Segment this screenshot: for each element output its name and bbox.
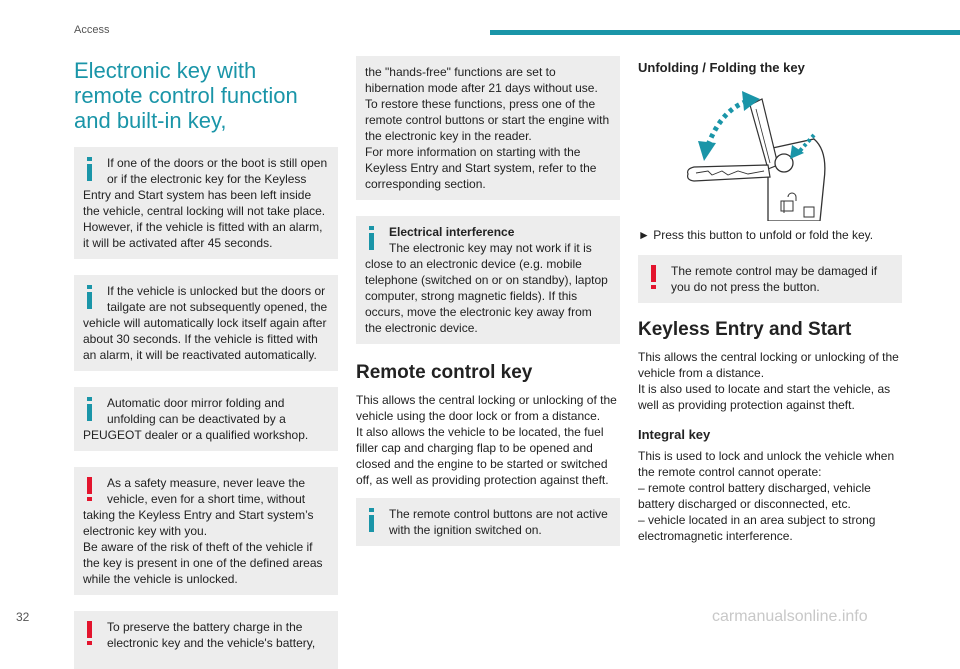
note-line: The remote control may be damaged if	[671, 264, 878, 278]
note-line: you do not press the button.	[671, 280, 820, 294]
note-line: while the vehicle is unlocked.	[83, 572, 238, 586]
folding-key-icon	[638, 81, 902, 221]
info-note-buttons-inactive	[356, 498, 620, 546]
info-marker-icon	[85, 285, 97, 311]
warning-marker-icon	[85, 621, 97, 647]
note-line: the vehicle, central locking will not take place.	[83, 204, 326, 218]
remote-control-heading: Remote control key	[356, 362, 533, 383]
para-line: vehicle from a distance.	[638, 366, 765, 380]
column-2	[356, 56, 620, 562]
keyless-entry-heading: Keyless Entry and Start	[638, 319, 852, 340]
note-title: Electrical interference	[389, 225, 515, 239]
para-line: This is used to lock and unlock the vehicle when	[638, 449, 895, 463]
note-line: close to an electronic device (e.g. mobile	[365, 257, 582, 271]
note-line: vehicle, even for a short time, without	[107, 492, 306, 506]
info-marker-icon	[367, 508, 379, 534]
para-line: – remote control battery discharged, vehicle	[638, 481, 871, 495]
note-line: Entry and Start system has been left inside	[83, 188, 312, 202]
info-marker-icon	[85, 397, 97, 423]
para-line: electromagnetic interference.	[638, 529, 793, 543]
section-title	[74, 58, 338, 133]
note-line: If one of the doors or the boot is still open	[107, 156, 328, 170]
note-line: hibernation mode after 21 days without use.	[365, 81, 598, 95]
page-number: 32	[16, 610, 30, 624]
note-line: Automatic door mirror folding and	[107, 396, 285, 410]
info-note-electrical-interference	[356, 216, 620, 344]
note-line: taking the Keyless Entry and Start system’s	[83, 508, 314, 522]
note-line: tailgate are not subsequently opened, the	[107, 300, 328, 314]
info-marker-icon	[367, 226, 379, 252]
note-line: The electronic key may not work if it is	[389, 241, 592, 255]
note-line: Be aware of the risk of theft of the vehicle if	[83, 540, 313, 554]
column-3	[638, 56, 902, 554]
note-line: corresponding section.	[365, 177, 486, 191]
note-line: about 30 seconds. If the vehicle is fitted with	[83, 332, 318, 346]
note-line: electronic key with you.	[83, 524, 208, 538]
para-line: This allows the central locking or unlocking of the	[638, 350, 899, 364]
note-line: If the vehicle is unlocked but the doors or	[107, 284, 326, 298]
note-line: To preserve the battery charge in the	[107, 620, 303, 634]
warning-note-safety	[74, 467, 338, 595]
section-title-line: Electronic key with	[74, 58, 257, 83]
note-line: the electronic device.	[365, 321, 478, 335]
info-note-doors-open	[74, 147, 338, 259]
note-line: an alarm, it will be reactivated automatically.	[83, 348, 317, 362]
note-line: the "hands-free" functions are set to	[365, 65, 556, 79]
info-note-auto-relock	[74, 275, 338, 371]
note-line: For more information on starting with the	[365, 145, 581, 159]
note-line: computer, strong magnetic fields). If this	[365, 289, 578, 303]
para-line: – vehicle located in an area subject to strong	[638, 513, 876, 527]
para-line: It also allows the vehicle to be located, the fuel	[356, 425, 604, 439]
note-line: PEUGEOT dealer or a qualified workshop.	[83, 428, 309, 442]
warning-note-battery	[74, 611, 338, 669]
integral-key-heading: Integral key	[638, 427, 711, 442]
note-line: telephone (switched on or on standby), laptop	[365, 273, 608, 287]
para-line: off, as well as providing protection against theft.	[356, 473, 609, 487]
para-line: This allows the central locking or unlocking of the	[356, 393, 617, 407]
para-line: the remote control cannot operate:	[638, 465, 822, 479]
section-title-line: remote control function	[74, 83, 298, 108]
watermark: carmanualsonline.info	[712, 608, 868, 625]
note-line: with the ignition switched on.	[389, 523, 542, 537]
running-header: Access	[74, 24, 110, 36]
para-line: closed and the engine to be started or switched	[356, 457, 608, 471]
note-line: vehicle will automatically lock itself again after	[83, 316, 327, 330]
info-marker-icon	[85, 157, 97, 183]
para-line: filler cap and charging flap to be opened and	[356, 441, 593, 455]
note-line: electronic key and the vehicle's battery,	[107, 636, 316, 650]
note-line: The remote control buttons are not active	[389, 507, 608, 521]
note-line: the electronic key in the reader.	[365, 129, 532, 143]
section-title-line: and built-in key,	[74, 108, 227, 133]
para-line: vehicle using the door lock or from a distance.	[356, 409, 601, 423]
note-line: To restore these functions, press one of the	[365, 97, 596, 111]
note-line: the key is present in one of the defined areas	[83, 556, 323, 570]
warning-marker-icon	[649, 265, 661, 291]
note-line: Keyless Entry and Start system, refer to the	[365, 161, 597, 175]
key-illustration	[638, 81, 902, 221]
note-line: unfolding can be deactivated by a	[107, 412, 286, 426]
para-line: well as providing protection against theft.	[638, 398, 855, 412]
column-1	[74, 56, 338, 669]
note-line: or if the electronic key for the Keyless	[107, 172, 307, 186]
integral-key-paragraph	[638, 448, 902, 544]
para-line: It is also used to locate and start the vehicle, as	[638, 382, 891, 396]
note-line: it will be activated after 45 seconds.	[83, 236, 273, 250]
note-line: remote control buttons or start the engine with	[365, 113, 610, 127]
press-button-instruction: ► Press this button to unfold or fold the key.	[638, 228, 874, 242]
note-line: As a safety measure, never leave the	[107, 476, 306, 490]
warning-note-damage	[638, 255, 902, 303]
warning-marker-icon	[85, 477, 97, 503]
remote-control-paragraph	[356, 392, 620, 488]
note-line: occurs, move the electronic key away from	[365, 305, 592, 319]
battery-note-continued	[356, 56, 620, 200]
para-line: battery discharged or disconnected, etc.	[638, 497, 851, 511]
info-note-mirror-folding	[74, 387, 338, 451]
header-accent-bar	[490, 30, 960, 35]
keyless-entry-paragraph	[638, 349, 902, 413]
note-line: However, if the vehicle is fitted with an alarm,	[83, 220, 323, 234]
unfold-heading: Unfolding / Folding the key	[638, 60, 805, 75]
